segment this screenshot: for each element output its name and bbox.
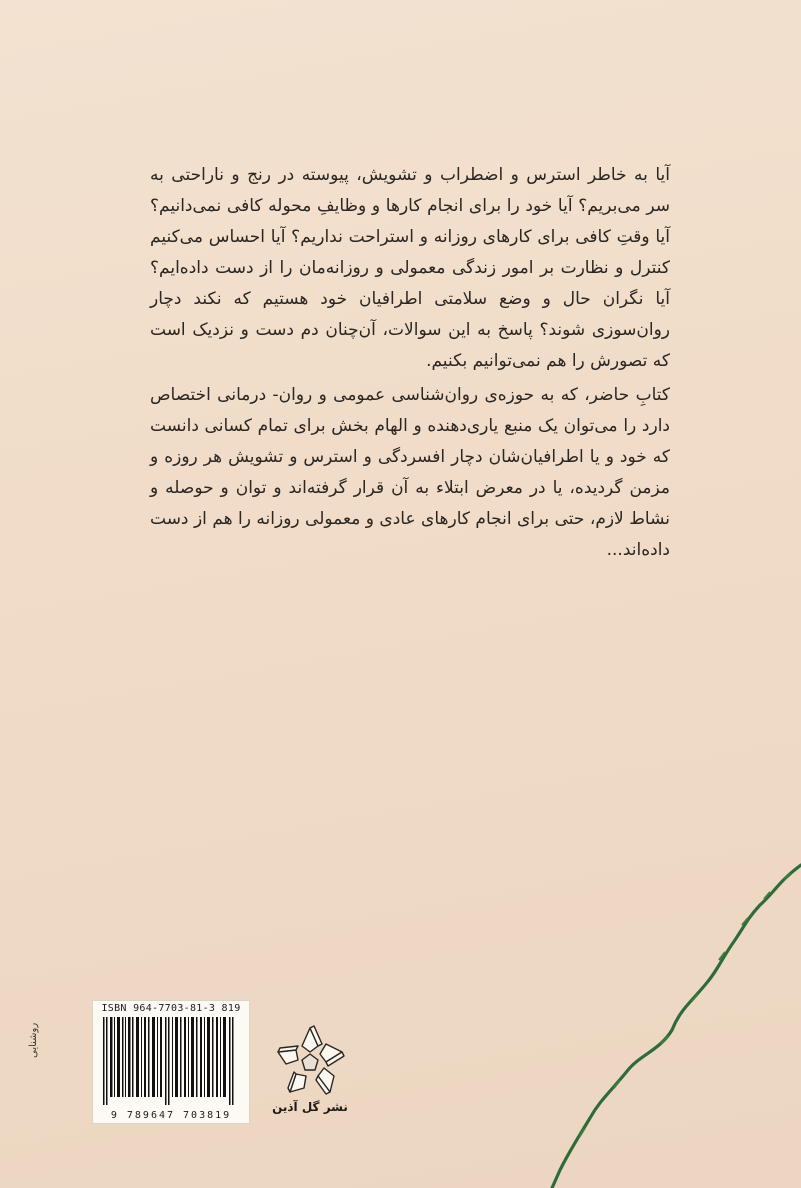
barcode-bars [99,1017,243,1105]
isbn-barcode [92,1000,250,1124]
book-star-logo-icon [270,1022,350,1102]
publisher-name: نشر گل آذین [272,1100,348,1114]
barcode-digits: 9 789647 703819 [110,1110,232,1121]
back-cover-blurb [150,160,670,569]
blurb-paragraph-2: کتابِ حاضر، که به حوزه‌ی روان‌شناسی عمومی و روان- درمانی اختصاص دارد را می‌توان یک منبع یاری‌دهنده و الهام بخش برای تمام کسانی دانست که خود و یا اطرافیان‌شان دچار افسردگی و استرس و تشویش هر روزه و مزمن گردیده، یا در معرض ابتلاء به آن قرار گرفته‌اند و توان و حوصله و نشاط لازم، حتی برای انجام کارهای عادی و معمولی روزانه را هم از دست داده‌اند... [150,385,670,560]
designer-credit: روشنایی [28,1022,39,1058]
isbn-label: ISBN 964-7703-81-3 819 [101,1003,241,1014]
blurb-paragraph-1: آیا به خاطر استرس و اضطراب و تشویش، پیوسته در رنج و ناراحتی به سر می‌بریم؟ آیا خود را برای انجام کارها و وظایفِ محوله کافی نمی‌دانیم؟ آیا وقتِ کافی برای کارهای روزانه و استراحت نداریم؟ آیا احساس می‌کنیم کنترل و نظارت بر امور زندگی معمولی و روزانه‌مان را از دست داده‌ایم؟ آیا نگران حال و وضع سلامتی اطرافیان خود هستیم که نکند دچار روان‌سوزی شوند؟ پاسخ به این سوالات، آن‌چنان دم دست و نزدیک است که تصورش را هم نمی‌توانیم بکنیم. [150,165,670,371]
